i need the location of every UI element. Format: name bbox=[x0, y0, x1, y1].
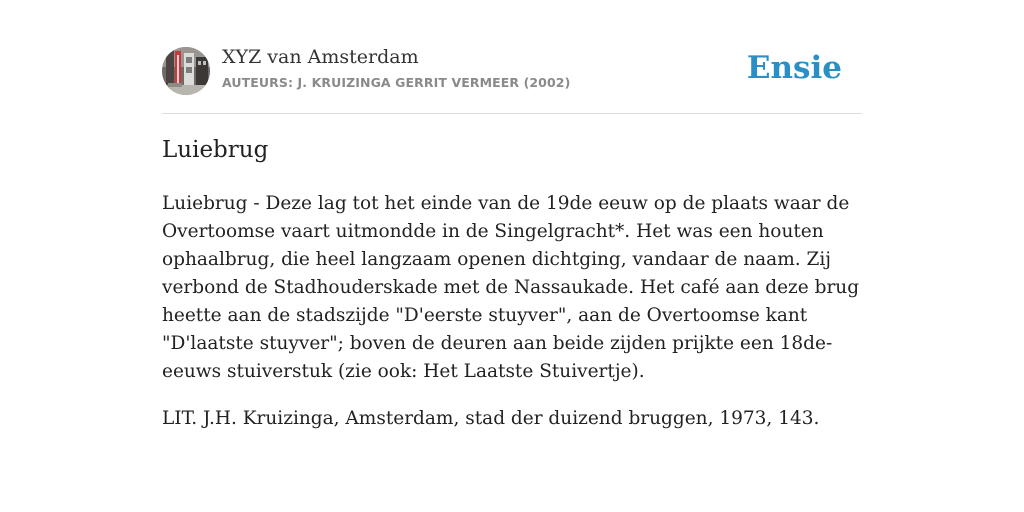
book-cover-image bbox=[162, 47, 210, 95]
book-title[interactable]: XYZ van Amsterdam bbox=[222, 46, 419, 68]
authors-line: AUTEURS: J. KRUIZINGA GERRIT VERMEER (2002) bbox=[222, 75, 571, 90]
header bbox=[162, 46, 862, 96]
entry-title: Luiebrug bbox=[162, 137, 269, 163]
entry-reference: LIT. J.H. Kruizinga, Amsterdam, stad der duizend bruggen, 1973, 143. bbox=[162, 408, 820, 429]
ensie-logo[interactable]: Ensie bbox=[746, 50, 842, 86]
entry-content bbox=[162, 190, 862, 452]
entry-paragraph: Luiebrug - Deze lag tot het einde van de 19de eeuw op de plaats waar de Overtoomse vaart uitmondde in de Singelgracht*. Het was een houten ophaalbrug, die heel langzaam openen dichtging, vandaar de naam. Zij verbond de Stadhouderskade met de Nassaukade. Het café aan deze brug heette aan de stadszijde "D'eerste stuyver", aan de Overtoomse kant "D'laatste stuyver"; boven de deuren aan beide zijden prijkte een 18de-eeuws stuiverstuk (zie ook: Het Laatste Stuivertje). bbox=[162, 193, 860, 382]
book-cover-avatar[interactable] bbox=[162, 47, 210, 95]
header-divider bbox=[162, 113, 862, 114]
